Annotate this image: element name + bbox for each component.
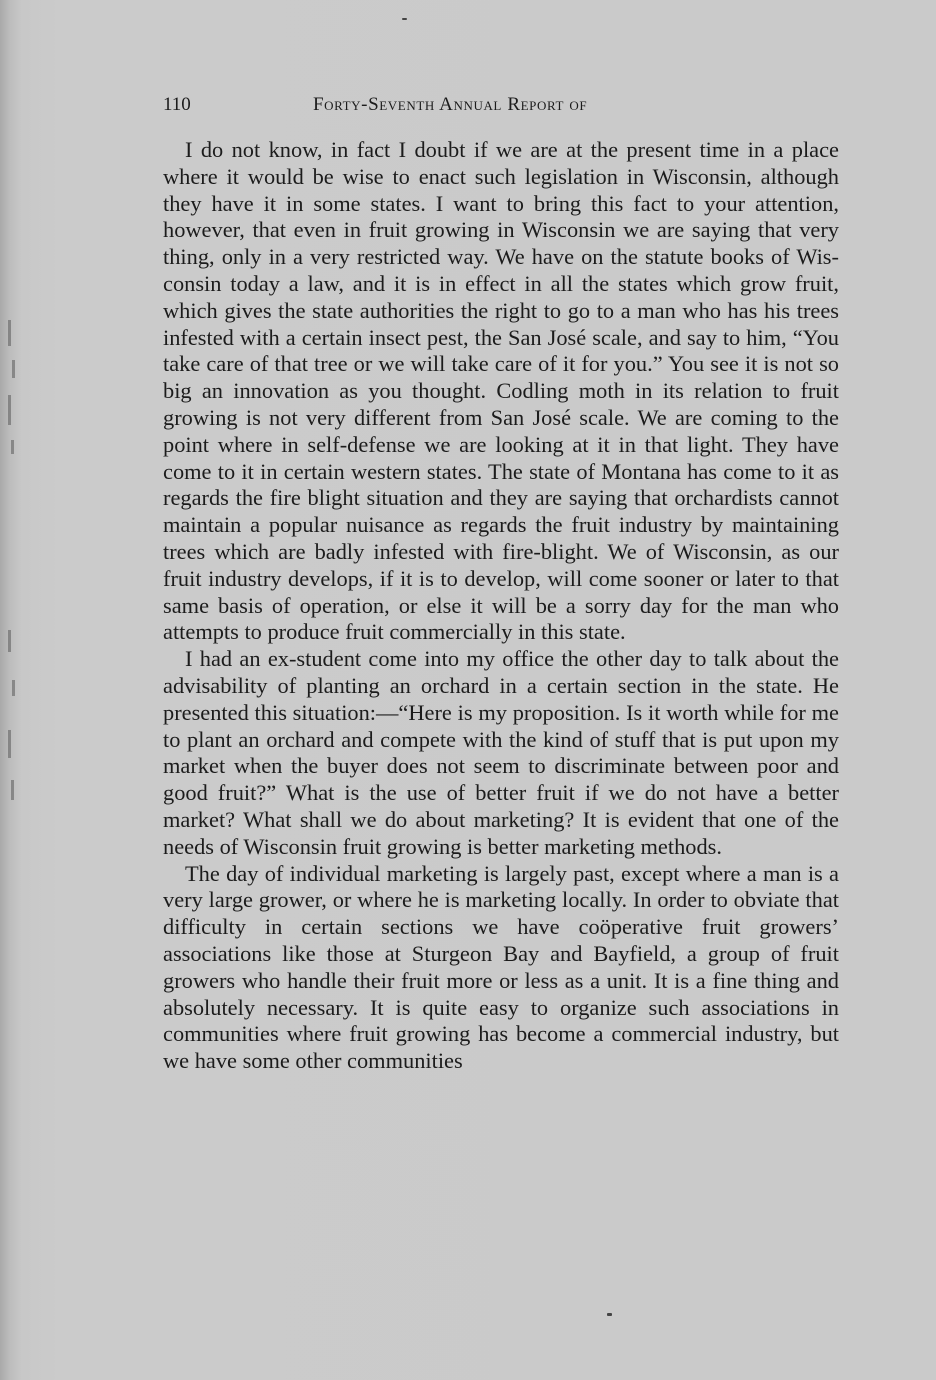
page-number: 110 bbox=[163, 94, 191, 115]
paragraph-legislation: I do not know, in fact I doubt if we are at the present time in a place where it would be wise to enact such legislation in Wisconsin, although they have it in some states. I want to bring this fact to your attention, however, that even in fruit growing in Wisconsin we are saying that very thing, only in a very restricted way. We have on the statute books of Wisconsin today a law, and it is in effect in all the states which grow fruit, which gives the state authorities the right to go to a man who has his trees infested with a certain insect pest, the San José scale, and say to him, “You take care of that tree or we will take care of it for you.” You see it is not so big an innovation as you thought. Codling moth in its relation to fruit growing is not very different from San José scale. We are coming to the point where in self-defense we are looking at it in that light. They have come to it in certain western states. The state of Montana has come to it as regards the fire blight situation and they are saying that orchardists cannot maintain a popular nuisance as regards the fruit industry by maintaining trees which are badly infested with fire-blight. We of Wisconsin, as our fruit industry develops, if it is to develop, will come sooner or later to that same basis of operation, or else it will be a sorry day for the man who attempts to produce fruit commercially in this state. bbox=[163, 137, 839, 645]
scan-speck bbox=[607, 1313, 612, 1316]
scan-speck bbox=[402, 18, 407, 20]
running-head: Forty-Seventh Annual Report of bbox=[313, 94, 588, 115]
paragraph-ex-student: I had an ex-student come into my office the other day to talk about the advisability of planting an orchard in a certain section in the state. He presented this situation:—“Here is my proposition. Is it worth while for me to plant an orchard and compete with the kind of stuff that is put upon my market when the buyer does not seem to discriminate between poor and good fruit?” What is the use of better fruit if we do not have a better market? What shall we do about marketing? It is evident that one of the needs of Wisconsin fruit growing is better marketing methods. bbox=[163, 646, 839, 859]
body-text bbox=[163, 137, 839, 1075]
page-header bbox=[163, 94, 843, 118]
gutter-bleed-marks bbox=[0, 300, 40, 860]
paragraph-marketing: The day of individual marketing is largely past, except where a man is a very large grower, or where he is marketing locally. In order to obviate that difficulty in certain sections we have coöperative fruit growers’ associations like those at Sturgeon Bay and Bayfield, a group of fruit growers who handle their fruit more or less as a unit. It is a fine thing and absolutely necessary. It is quite easy to organize such associations in communities where fruit growing has become a commercial industry, but we have some other communities bbox=[163, 860, 839, 1074]
